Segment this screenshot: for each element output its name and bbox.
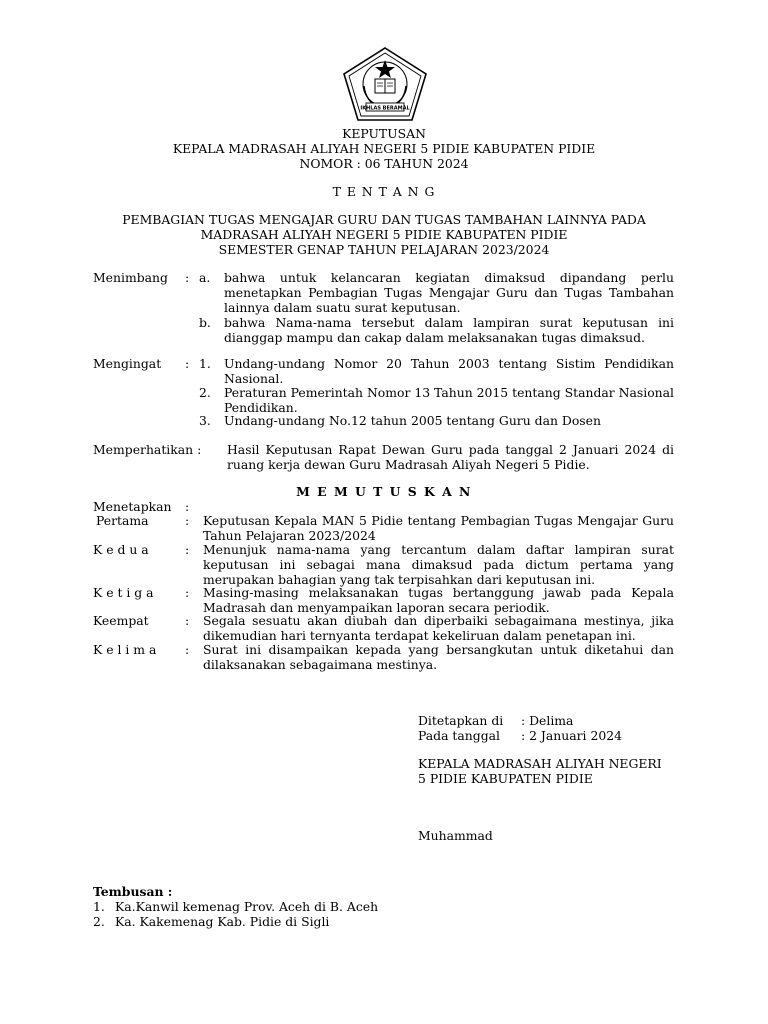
decision-label-kelima: K e l i m a <box>93 642 157 657</box>
decree-title: KEPUTUSAN <box>342 126 426 141</box>
emblem-icon <box>342 46 428 122</box>
tentang-heading: T E N T A N G <box>332 184 436 199</box>
menimbang-text-a: bahwa untuk kelancaran kegiatan dimaksud dipandang perlu menetapkan Pembagian Tugas Mengajar Guru dan Tugas Tambahan lainnya dalam suatu surat keputusan. <box>224 270 674 315</box>
mengingat-colon: : <box>185 356 190 371</box>
decision-label-kedua: K e d u a <box>93 542 149 557</box>
subject-line-3: SEMESTER GENAP TAHUN PELAJARAN 2023/2024 <box>218 242 550 257</box>
decision-text-kedua: Menunjuk nama-nama yang tercantum dalam daftar lampiran surat keputusan ini sebagai mana dimaksud pada dictum pertama yang merupakan bahagian yang tak terpisahkan dari keputusan ini. <box>203 542 674 587</box>
decision-label-pertama: Pertama <box>96 513 149 528</box>
memperhatikan-label: Memperhatikan : <box>93 442 202 457</box>
decision-colon: : <box>185 542 190 557</box>
memperhatikan-text: Hasil Keputusan Rapat Dewan Guru pada tanggal 2 Januari 2024 di ruang kerja dewan Guru Madrasah Aliyah Negeri 5 Pidie. <box>227 442 674 472</box>
menetapkan-colon: : <box>185 499 190 514</box>
menimbang-marker-a: a. <box>199 270 211 285</box>
decision-colon: : <box>185 513 190 528</box>
mengingat-label: Mengingat <box>93 356 162 371</box>
subject-line-1: PEMBAGIAN TUGAS MENGAJAR GURU DAN TUGAS TAMBAHAN LAINNYA PADA <box>122 212 646 227</box>
decision-text-ketiga: Masing-masing melaksanakan tugas bertanggung jawab pada Kepala Madrasah dan menyampaikan laporan secara periodik. <box>203 585 674 615</box>
decision-label-ketiga: K e t i g a <box>93 585 154 600</box>
tembusan-marker-2: 2. <box>93 914 105 929</box>
decision-colon: : <box>185 585 190 600</box>
emblem-motto: IKHLAS BERAMAL <box>360 105 410 112</box>
mengingat-text-1: Undang-undang Nomor 20 Tahun 2003 tentang Sistim Pendidikan Nasional. <box>224 356 674 386</box>
date-value: : 2 Januari 2024 <box>521 728 622 743</box>
tembusan-title: Tembusan : <box>93 884 173 899</box>
tembusan-marker-1: 1. <box>93 899 105 914</box>
menimbang-colon: : <box>185 270 190 285</box>
mengingat-text-2: Peraturan Pemerintah Nomor 13 Tahun 2015 tentang Standar Nasional Pendidikan. <box>224 385 674 415</box>
menimbang-text-b: bahwa Nama-nama tersebut dalam lampiran surat keputusan ini dianggap mampu dan cakap dalam melaksanakan tugas dimaksud. <box>224 315 674 345</box>
mengingat-marker-2: 2. <box>199 385 211 400</box>
decree-issuer: KEPALA MADRASAH ALIYAH NEGERI 5 PIDIE KABUPATEN PIDIE <box>172 141 596 156</box>
decision-text-pertama: Keputusan Kepala MAN 5 Pidie tentang Pembagian Tugas Mengajar Guru Tahun Pelajaran 2023/2024 <box>203 513 674 543</box>
menimbang-marker-b: b. <box>199 315 211 330</box>
decree-number: NOMOR : 06 TAHUN 2024 <box>299 156 469 171</box>
ministry-emblem <box>342 46 428 122</box>
mengingat-marker-1: 1. <box>199 356 211 371</box>
decision-label-keempat: Keempat <box>93 613 149 628</box>
decision-text-keempat: Segala sesuatu akan diubah dan diperbaiki sebagaimana mestinya, jika dikemudian hari ternyanta terdapat kekeliruan dalam penetapan ini. <box>203 613 674 643</box>
place-value: : Delima <box>521 713 574 728</box>
menimbang-label: Menimbang <box>93 270 168 285</box>
signer-position-line-1: KEPALA MADRASAH ALIYAH NEGERI <box>418 756 662 771</box>
place-label: Ditetapkan di <box>418 713 504 728</box>
signer-position-line-2: 5 PIDIE KABUPATEN PIDIE <box>418 771 593 786</box>
date-label: Pada tanggal <box>418 728 500 743</box>
mengingat-marker-3: 3. <box>199 413 211 428</box>
decision-colon: : <box>185 613 190 628</box>
tembusan-item-2: Ka. Kakemenag Kab. Pidie di Sigli <box>115 914 330 929</box>
tembusan-item-1: Ka.Kanwil kemenag Prov. Aceh di B. Aceh <box>115 899 379 914</box>
decision-text-kelima: Surat ini disampaikan kepada yang bersangkutan untuk diketahui dan dilaksanakan sebagaimana mestinya. <box>203 642 674 672</box>
memutuskan-heading: M E M U T U S K A N <box>296 484 472 499</box>
mengingat-text-3: Undang-undang No.12 tahun 2005 tentang Guru dan Dosen <box>224 413 601 428</box>
subject-line-2: MADRASAH ALIYAH NEGERI 5 PIDIE KABUPATEN PIDIE <box>200 227 568 242</box>
decision-colon: : <box>185 642 190 657</box>
signer-name: Muhammad <box>418 828 493 843</box>
menetapkan-label: Menetapkan <box>93 499 172 514</box>
